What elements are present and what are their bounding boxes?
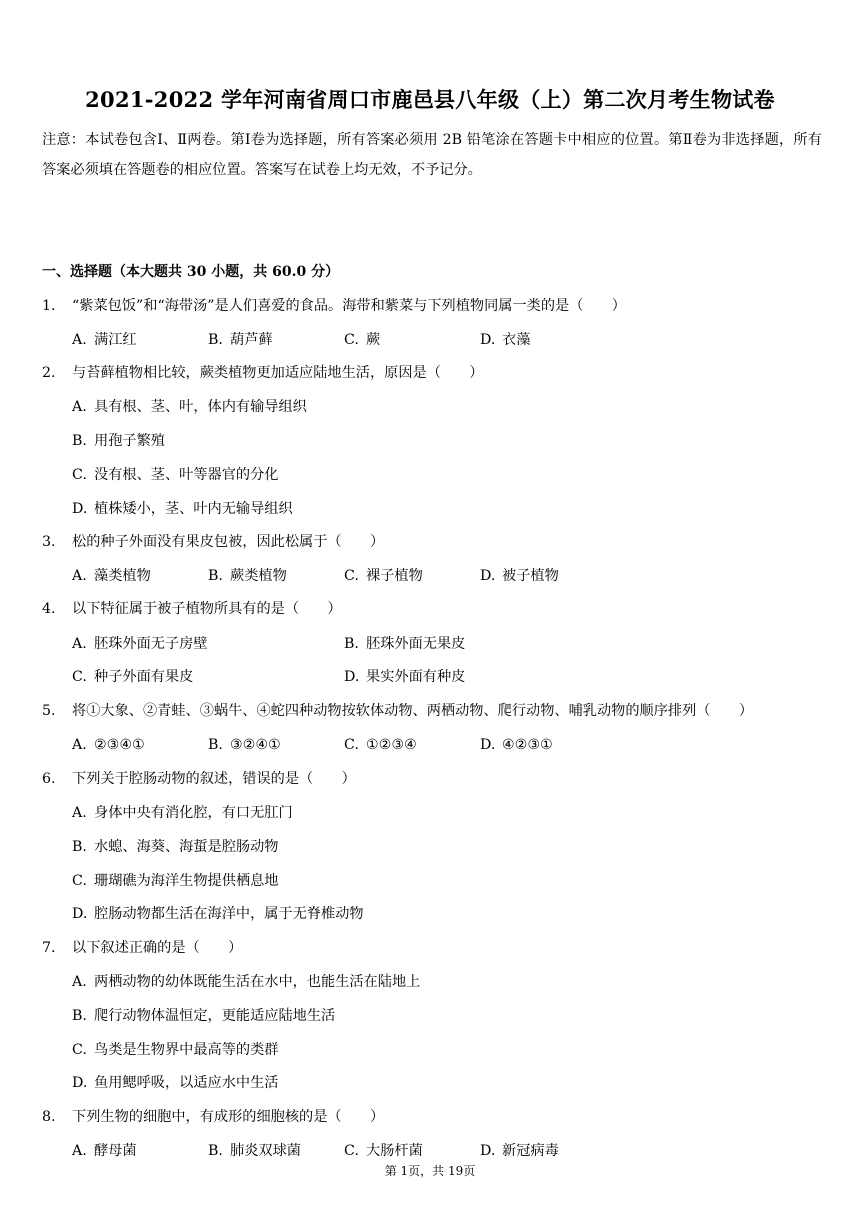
option-b: B. ③②④① [208,737,281,753]
question-number: 7. [42,940,56,956]
question-number: 4. [42,601,56,617]
question-number: 8. [42,1109,56,1125]
question-number: 3. [42,534,56,550]
option-b: B. 胚珠外面无果皮 [344,636,466,652]
question-number: 6. [42,771,56,787]
option-c: C. 大肠杆菌 [344,1143,423,1159]
option-d: D. 被子植物 [480,568,559,584]
option-c: C. ①②③④ [344,737,417,753]
question-stem: 以下特征属于被子植物所具有的是（ ） [72,601,342,617]
option-d: D. 衣藻 [480,332,531,348]
section-heading: 一、选择题（本大题共 30 小题，共 60.0 分） [42,264,340,280]
option-c: C. 蕨 [344,332,381,348]
question-stem: 下列生物的细胞中，有成形的细胞核的是（ ） [72,1109,385,1125]
question-stem: “紫菜包饭”和“海带汤”是人们喜爱的食品。海带和紫菜与下列植物同属一类的是（ ） [72,298,626,314]
question-stem: 将①大象、②青蛙、③蜗牛、④蛇四种动物按软体动物、两栖动物、爬行动物、哺乳动物的顺序排列（ ） [72,703,754,719]
option-d: D. 新冠病毒 [480,1143,559,1159]
question-number: 5. [42,703,56,719]
option-a: A. ②③④① [72,737,145,753]
option-d: D. 果实外面有种皮 [344,669,466,685]
page-footer: 第 1页，共 19页 [384,1164,476,1178]
option-a: A. 酵母菌 [72,1143,137,1159]
question-stem: 以下叙述正确的是（ ） [72,940,243,956]
question-number: 2. [42,365,56,381]
option-d: D. ④②③① [480,737,553,753]
option-b: B. 肺炎双球菌 [208,1143,301,1159]
question-stem: 下列关于腔肠动物的叙述，错误的是（ ） [72,771,356,787]
exam-notice: 注意：本试卷包含Ⅰ、Ⅱ两卷。第Ⅰ卷为选择题，所有答案必须用 2B 铅笔涂在答题卡中相应的位置。第Ⅱ卷为非选择题，所有答案必须填在答题卷的相应位置。答案写在试卷上均无效，不予记分。 [42,132,822,178]
question-stem: 与苔藓植物相比较，蕨类植物更加适应陆地生活，原因是（ ） [72,365,484,381]
option-c: C. 裸子植物 [344,568,423,584]
question-stem: 松的种子外面没有果皮包被，因此松属于（ ） [72,534,385,550]
option-c: C. 种子外面有果皮 [72,669,194,685]
question-number: 1. [42,298,56,314]
option-a: A. 满江红 [72,332,137,348]
exam-title: 2021-2022 学年河南省周口市鹿邑县八年级（上）第二次月考生物试卷 [85,87,775,112]
option-a: A. 胚珠外面无子房壁 [72,636,208,652]
option-b: B. 葫芦藓 [208,332,273,348]
option-b: B. 蕨类植物 [208,568,287,584]
option-a: A. 藻类植物 [72,568,151,584]
